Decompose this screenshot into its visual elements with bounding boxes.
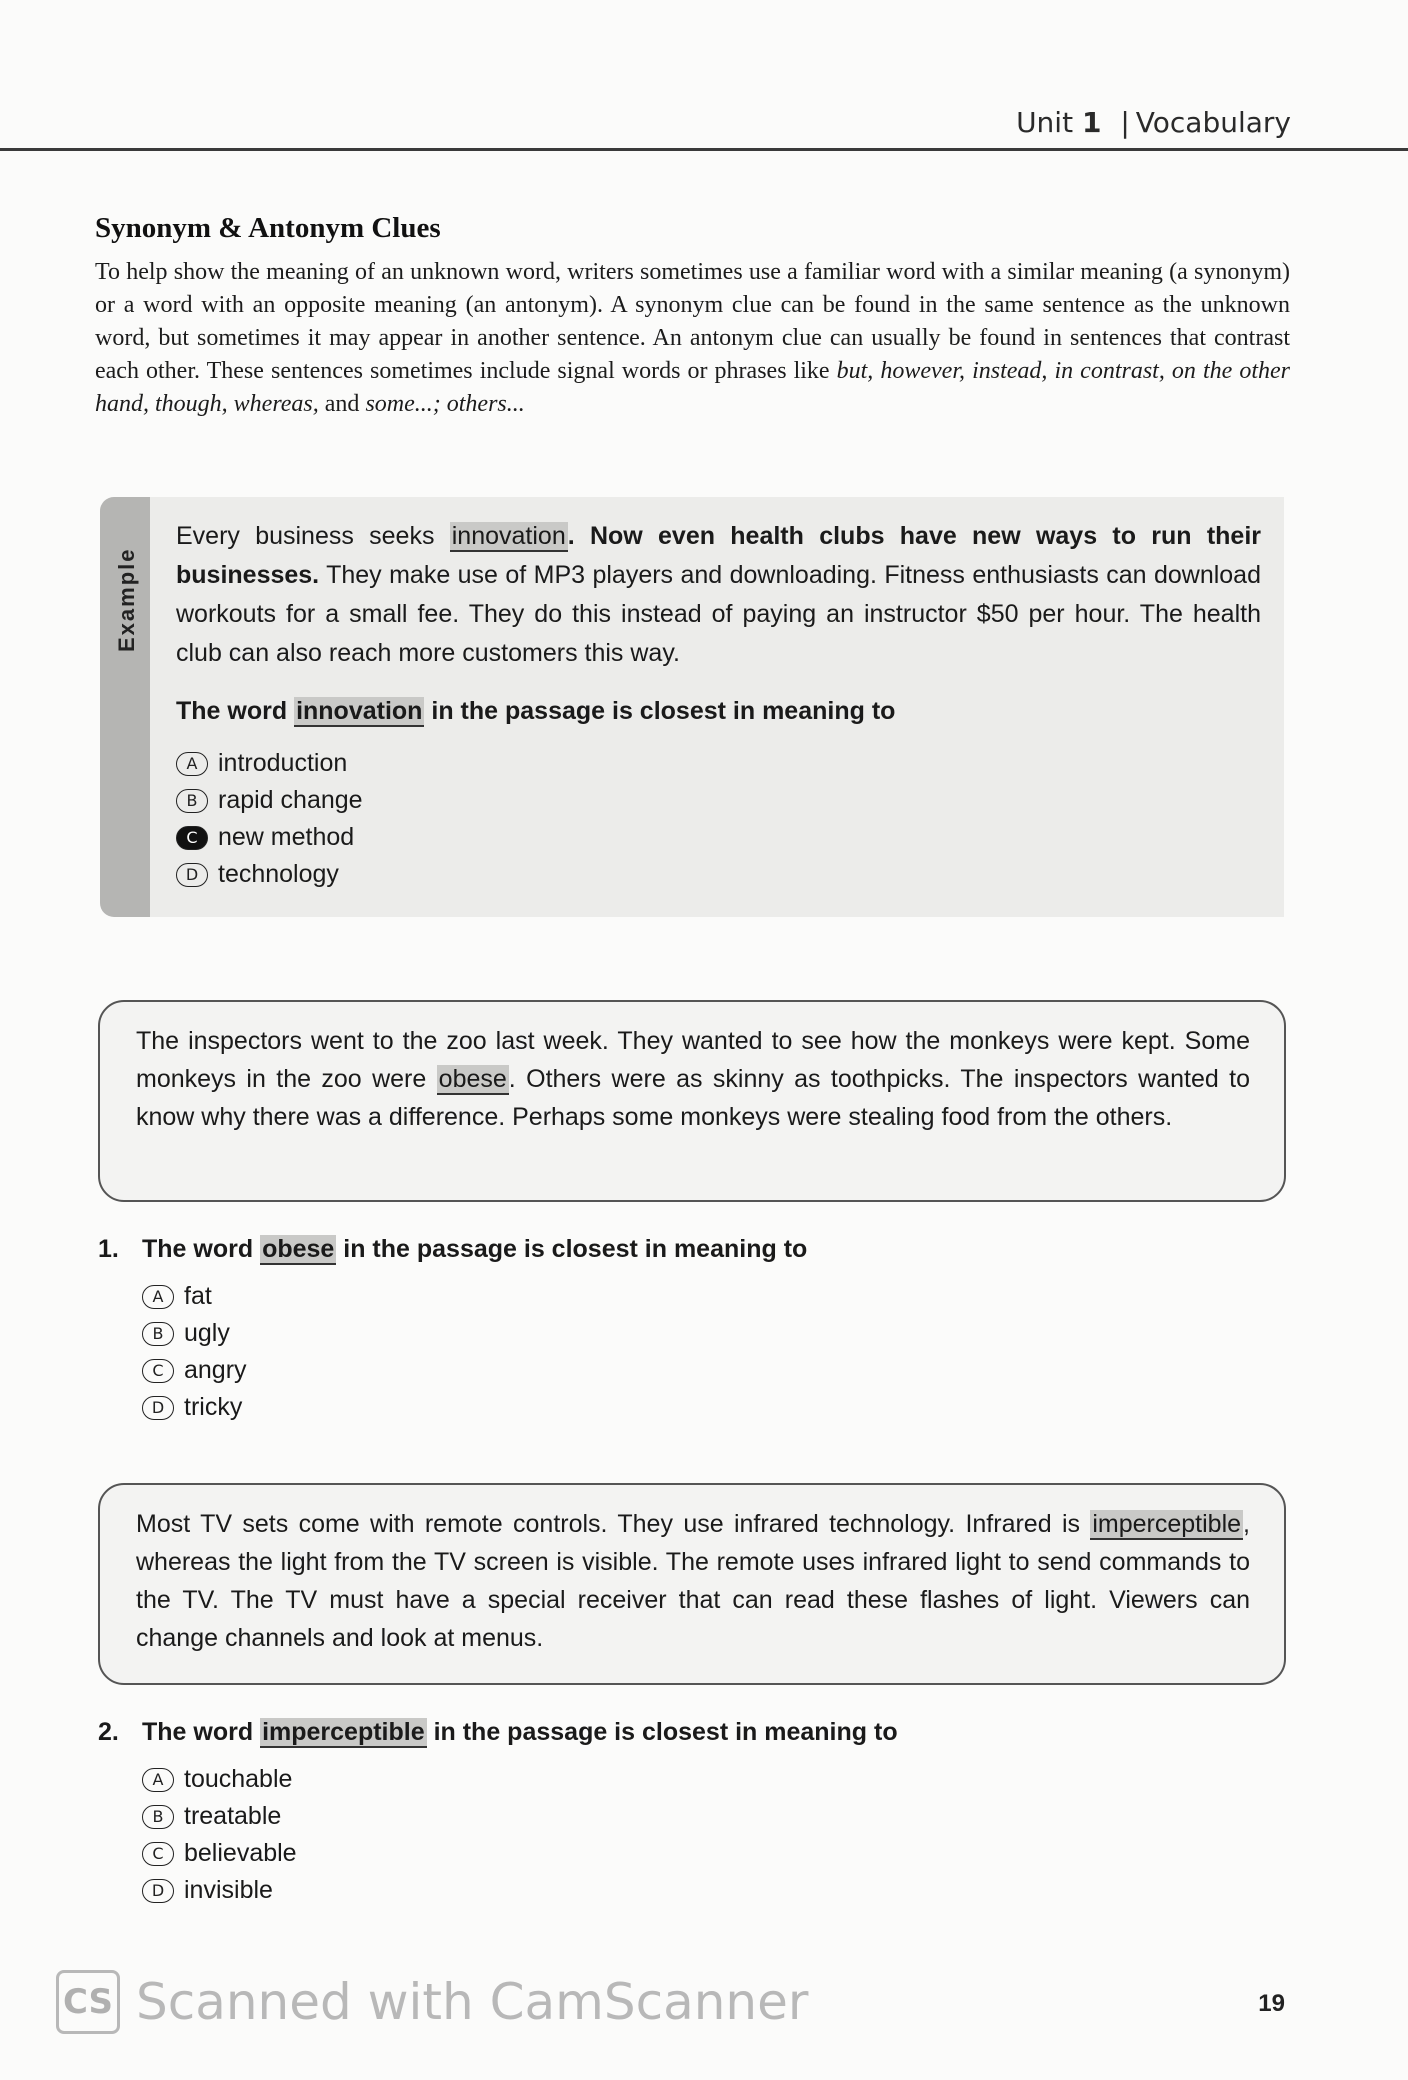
option-a[interactable] <box>142 1761 297 1798</box>
question-1-options <box>142 1278 247 1426</box>
option-text: invisible <box>184 1876 273 1904</box>
passage-text-part: Most TV sets come with remote controls. They use infrared technology. Infrared is <box>136 1510 1091 1538</box>
section-name: Vocabulary <box>1135 106 1291 139</box>
option-b[interactable] <box>176 782 363 819</box>
example-question <box>176 697 895 726</box>
passage-text <box>136 1505 1250 1657</box>
intro-paragraph <box>95 256 1290 421</box>
question-number: 2. <box>98 1718 119 1746</box>
question-text-2: in the passage is closest in meaning to <box>426 1718 898 1746</box>
highlighted-word: innovation <box>451 522 566 550</box>
example-tab <box>100 497 150 917</box>
example-box <box>100 497 1284 917</box>
option-letter: A <box>176 752 208 776</box>
passage-box-2 <box>98 1483 1286 1685</box>
option-a[interactable] <box>176 745 363 782</box>
option-letter: B <box>176 789 208 813</box>
option-text: touchable <box>184 1765 293 1793</box>
page-number: 19 <box>1258 1990 1285 2017</box>
highlighted-word: innovation <box>296 697 423 725</box>
option-letter: A <box>142 1768 174 1792</box>
option-text: angry <box>184 1356 247 1384</box>
option-c[interactable] <box>142 1835 297 1872</box>
option-letter: B <box>142 1805 174 1829</box>
running-head <box>1016 106 1291 139</box>
option-d[interactable] <box>142 1872 297 1909</box>
highlighted-word: obese <box>262 1235 335 1263</box>
passage-text-part-2: , whereas the light from the TV screen is visible. The remote uses infrared light to send commands to the TV. The TV must have a special receiver that can read these flashes of light. Viewers can change channels and look at menus. <box>136 1510 1250 1652</box>
option-text: treatable <box>184 1802 282 1830</box>
option-text: rapid change <box>218 786 363 814</box>
question-text: The word <box>142 1718 261 1746</box>
option-letter: D <box>142 1879 174 1903</box>
intro-text-2: and <box>318 391 366 417</box>
example-text: Every business seeks <box>176 522 450 550</box>
option-letter-selected: C <box>176 826 208 850</box>
option-letter: B <box>142 1322 174 1346</box>
option-letter: D <box>142 1396 174 1420</box>
header-rule <box>0 148 1408 151</box>
example-passage <box>176 517 1261 673</box>
example-bold-text: . Now even health clubs have new ways to run their businesses. <box>176 522 1261 589</box>
question-2 <box>98 1718 898 1747</box>
option-c[interactable] <box>176 819 363 856</box>
option-d[interactable] <box>176 856 363 893</box>
question-number: 1. <box>98 1235 119 1263</box>
option-d[interactable] <box>142 1389 247 1426</box>
question-text-2: in the passage is closest in meaning to <box>336 1235 808 1263</box>
example-text-2: They make use of MP3 players and downloading. Fitness enthusiasts can download workouts for a small fee. They do this instead of paying an instructor $50 per hour. The health club can also reach more customers this way. <box>176 561 1261 667</box>
option-b[interactable] <box>142 1798 297 1835</box>
option-letter: A <box>142 1285 174 1309</box>
option-letter: D <box>176 863 208 887</box>
intro-text: To help show the meaning of an unknown word, writers sometimes use a familiar word with a similar meaning (a synonym) or a word with an opposite meaning (an antonym). A synonym clue can be found in the same sentence as the unknown word, but sometimes it may appear in another sentence. An antonym clue can usually be found in sentences that contrast each other. These sentences sometimes include signal words or phrases like <box>95 259 1290 384</box>
signal-words-2: some...; others... <box>365 391 525 417</box>
cs-logo-icon: CS <box>56 1970 120 2034</box>
camscanner-watermark <box>56 1970 808 2034</box>
option-text: technology <box>218 860 339 888</box>
example-options <box>176 745 363 893</box>
option-text: new method <box>218 823 355 851</box>
unit-number: 1 <box>1081 106 1102 139</box>
scanner-text: Scanned with CamScanner <box>136 1973 809 2031</box>
option-text: fat <box>184 1282 212 1310</box>
question-text: The word <box>176 697 295 725</box>
option-letter: C <box>142 1842 174 1866</box>
option-text: believable <box>184 1839 297 1867</box>
highlighted-word: imperceptible <box>262 1718 425 1746</box>
option-a[interactable] <box>142 1278 247 1315</box>
option-letter: C <box>142 1359 174 1383</box>
question-1 <box>98 1235 807 1264</box>
option-text: introduction <box>218 749 348 777</box>
header-separator: | <box>1120 106 1130 139</box>
option-text: tricky <box>184 1393 243 1421</box>
passage-box-1 <box>98 1000 1286 1202</box>
section-title: Synonym & Antonym Clues <box>95 212 441 244</box>
highlighted-word: obese <box>438 1065 507 1093</box>
option-c[interactable] <box>142 1352 247 1389</box>
passage-text <box>136 1022 1250 1136</box>
page-header <box>0 100 1408 152</box>
option-b[interactable] <box>142 1315 247 1352</box>
highlighted-word: imperceptible <box>1092 1510 1242 1538</box>
passage-text-part: The inspectors went to the zoo last week. They wanted to see how the monkeys were kept. Some monkeys in the zoo were <box>136 1027 1250 1093</box>
passage-text-part-2: . Others were as skinny as toothpicks. The inspectors wanted to know why there was a difference. Perhaps some monkeys were stealing food from the others. <box>136 1065 1250 1131</box>
signal-words: but, however, instead, in contrast, on the other hand, though, whereas, <box>95 358 1290 417</box>
option-text: ugly <box>184 1319 230 1347</box>
question-2-options <box>142 1761 297 1909</box>
question-text: The word <box>142 1235 261 1263</box>
example-label: Example <box>114 547 139 652</box>
unit-label: Unit <box>1016 106 1074 139</box>
question-text-2: in the passage is closest in meaning to <box>424 697 896 725</box>
